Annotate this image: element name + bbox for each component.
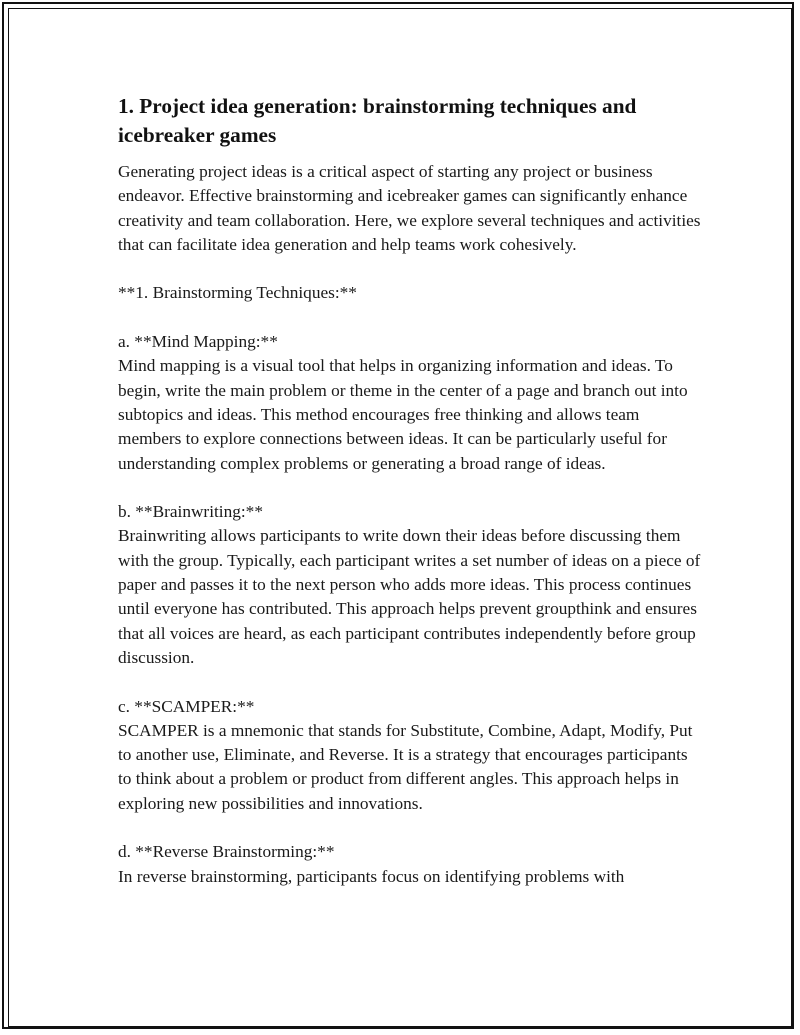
item-heading: c. **SCAMPER:** <box>118 696 255 716</box>
item-reverse-brainstorming <box>118 840 703 889</box>
item-body: SCAMPER is a mnemonic that stands for Substitute, Combine, Adapt, Modify, Put to another use, Eliminate, and Reverse. It is a strategy that encourages participants to think about a problem or product from different angles. This approach helps in exploring new possibilities and innovations. <box>118 720 693 813</box>
item-mind-mapping <box>118 330 703 476</box>
item-heading: d. **Reverse Brainstorming:** <box>118 842 335 862</box>
document-title: 1. Project idea generation: brainstorming techniques and icebreaker games <box>118 94 637 147</box>
item-scamper <box>118 695 703 816</box>
item-brainwriting <box>118 500 703 670</box>
item-heading: b. **Brainwriting:** <box>118 502 263 522</box>
document-page <box>118 92 703 913</box>
item-body: Brainwriting allows participants to write down their ideas before discussing them with the group. Typically, each participant writes a set number of ideas on a piece of paper and passes it to the next person who adds more ideas. This process continues until everyone has contributed. This approach helps prevent groupthink and ensures that all voices are heard, as each participant contributes independently before group discussion. <box>118 526 701 667</box>
item-heading: a. **Mind Mapping:** <box>118 332 278 352</box>
section-heading: **1. Brainstorming Techniques:** <box>118 283 357 303</box>
intro-paragraph: Generating project ideas is a critical aspect of starting any project or business endeavor. Effective brainstorming and icebreaker games can significantly enhance creativity and team collaboration. Here, we explore several techniques and activities that can facilitate idea generation and help teams work cohesively. <box>118 162 701 254</box>
item-body: In reverse brainstorming, participants focus on identifying problems with <box>118 866 625 886</box>
item-body: Mind mapping is a visual tool that helps in organizing information and ideas. To begin, write the main problem or theme in the center of a page and branch out into subtopics and ideas. This method encourages free thinking and allows team members to explore connections between ideas. It can be particularly useful for understanding complex problems or generating a broad range of ideas. <box>118 356 688 473</box>
